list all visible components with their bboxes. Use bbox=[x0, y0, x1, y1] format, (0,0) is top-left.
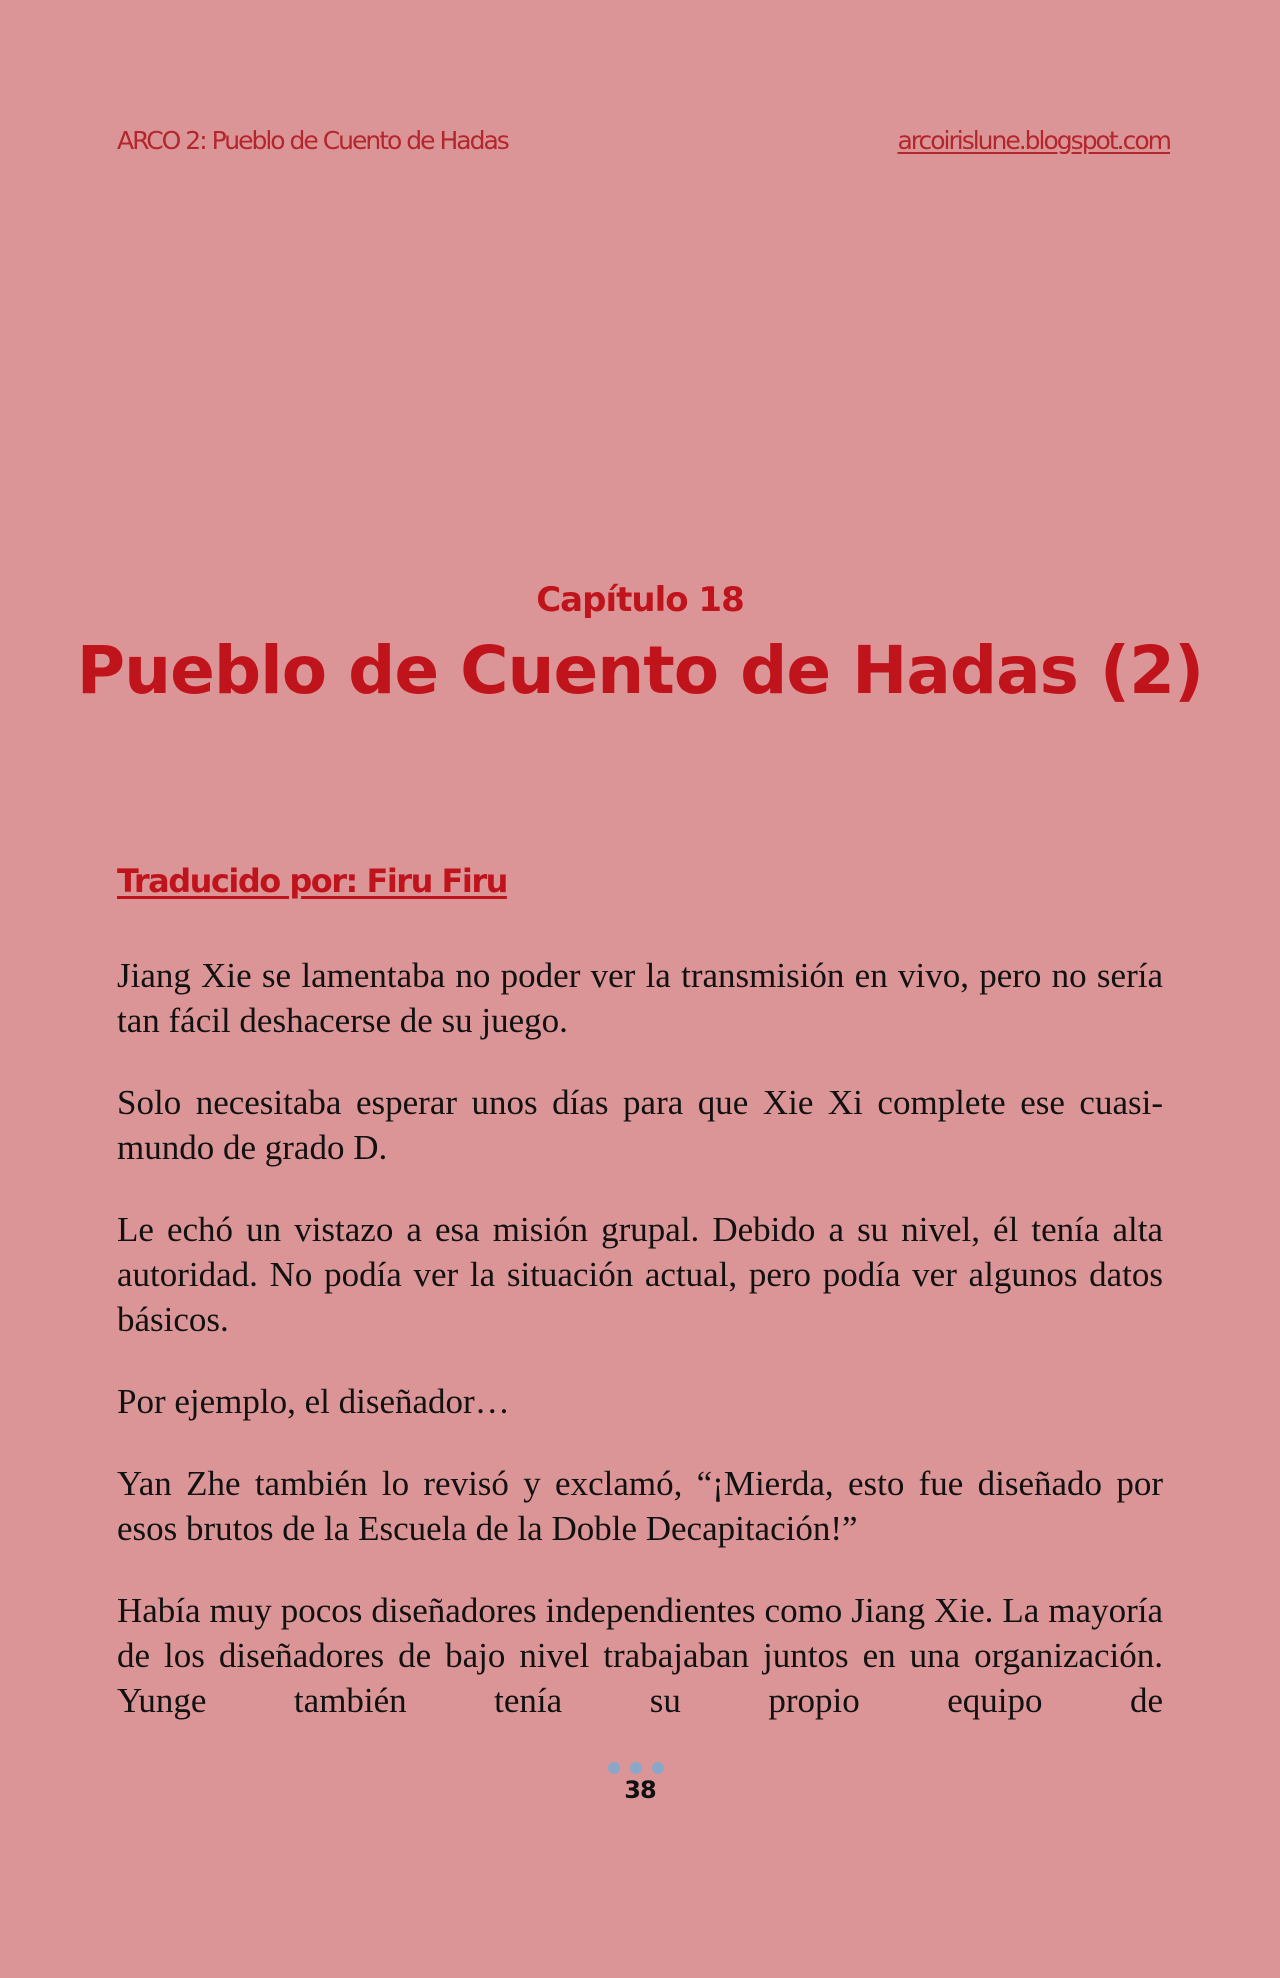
page-number: 38 bbox=[624, 1776, 656, 1804]
paragraph: Le echó un vistazo a esa misión grupal. Debido a su nivel, él tenía alta autoridad. No podía ver la situación actual, pero podía ver algunos datos básicos. bbox=[117, 1210, 1163, 1339]
paragraph: Yan Zhe también lo revisó y exclamó, “¡Mierda, esto fue diseñado por esos brutos de la Escuela de la Doble Decapitación!” bbox=[117, 1464, 1163, 1548]
book-title: ARCO 2: Pueblo de Cuento de Hadas bbox=[117, 125, 508, 155]
paragraph: Jiang Xie se lamentaba no poder ver la transmisión en vivo, pero no sería tan fácil deshacerse de su juego. bbox=[117, 956, 1163, 1040]
page-dots-ornament bbox=[608, 1762, 664, 1774]
paragraph: Había muy pocos diseñadores independientes como Jiang Xie. La mayoría de los diseñadores de bajo nivel trabajaban juntos en una organización. Yunge también tenía su propio equipo de bbox=[117, 1591, 1163, 1720]
translator-credit: Traducido por: Firu Firu bbox=[117, 862, 507, 900]
chapter-label: Capítulo 18 bbox=[536, 580, 744, 620]
page-header bbox=[117, 120, 1170, 160]
paragraph: Solo necesitaba esperar unos días para que Xie Xi complete ese cuasi-mundo de grado D. bbox=[117, 1083, 1163, 1167]
dot-icon bbox=[630, 1762, 642, 1774]
site-link[interactable]: arcoirislune.blogspot.com bbox=[897, 125, 1170, 155]
chapter-title: Pueblo de Cuento de Hadas (2) bbox=[76, 632, 1204, 709]
paragraph: Por ejemplo, el diseñador… bbox=[117, 1382, 510, 1421]
dot-icon bbox=[608, 1762, 620, 1774]
dot-icon bbox=[652, 1762, 664, 1774]
chapter-body bbox=[117, 953, 1163, 1723]
